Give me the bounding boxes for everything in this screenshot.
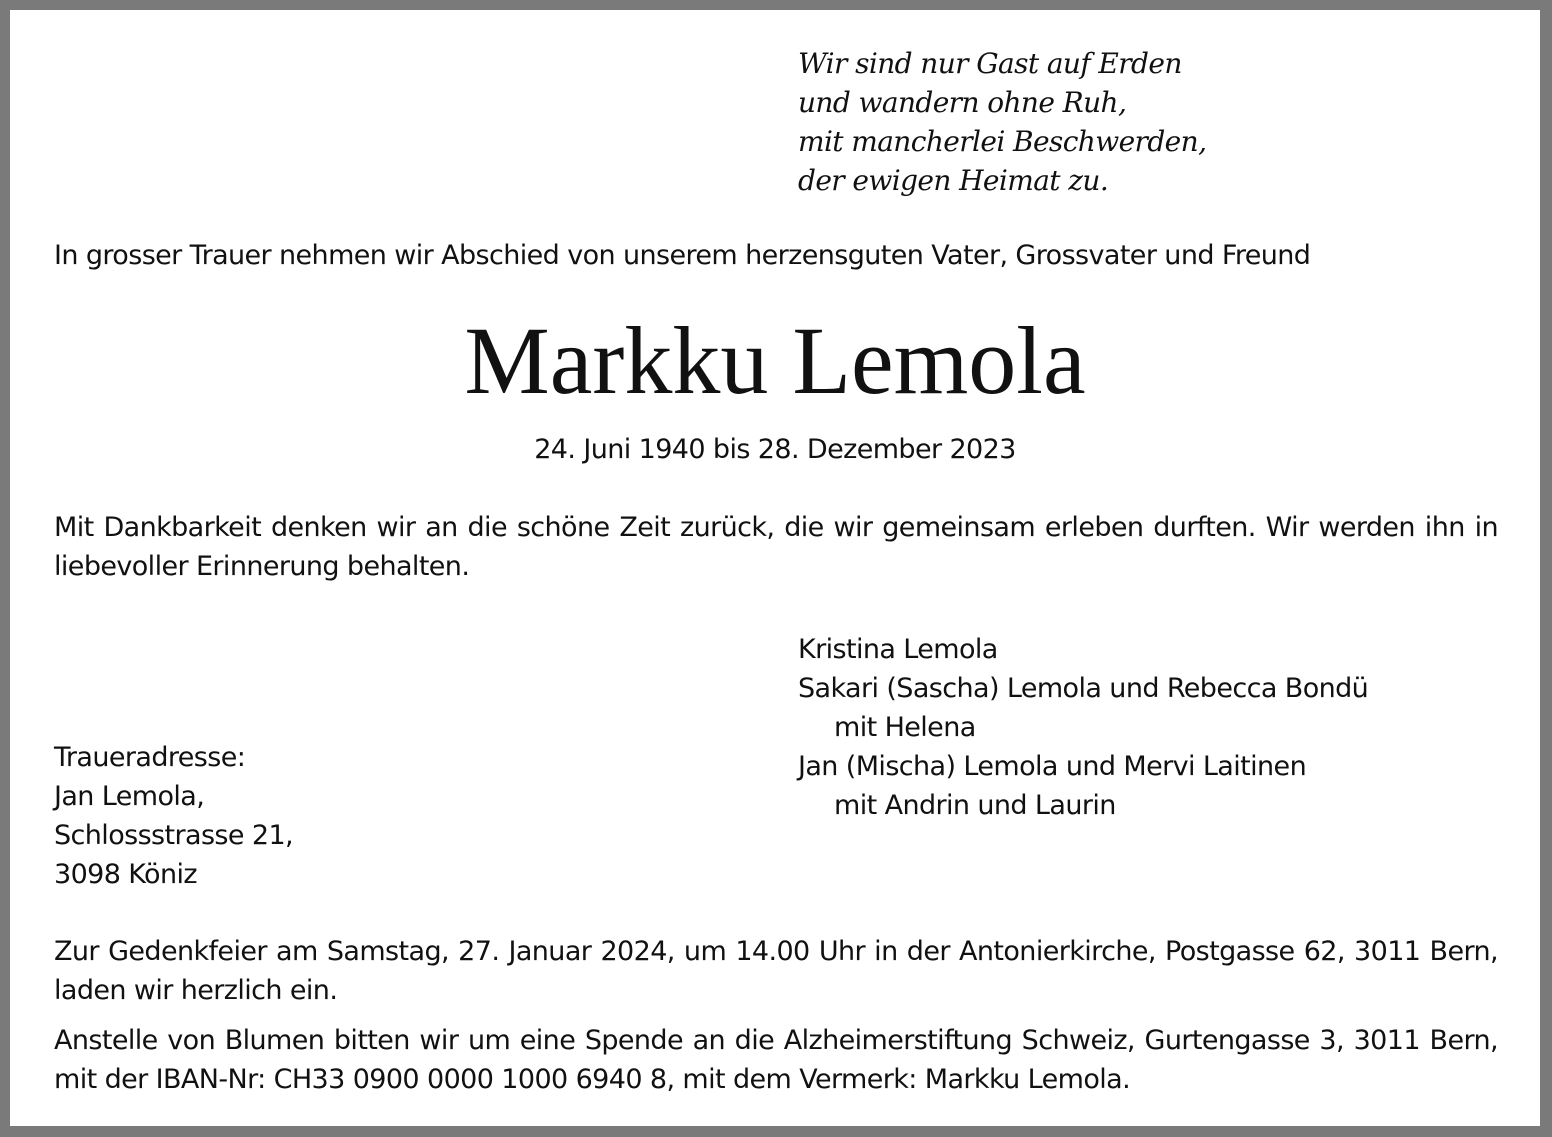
- mourning-address: [54, 738, 293, 894]
- family-member: mit Helena: [834, 712, 976, 743]
- address-line: Schlossstrasse 21,: [54, 820, 294, 851]
- poem-line: mit mancherlei Beschwerden,: [798, 125, 1207, 158]
- family-list: [798, 630, 1368, 825]
- deceased-name: Markku Lemola: [464, 307, 1086, 414]
- family-member: Jan (Mischa) Lemola und Mervi Laitinen: [798, 751, 1307, 782]
- family-member: Kristina Lemola: [798, 634, 998, 665]
- poem-line: der ewigen Heimat zu.: [798, 164, 1109, 197]
- family-member: mit Andrin und Laurin: [834, 790, 1116, 821]
- donation-paragraph: Anstelle von Blumen bitten wir um eine Spende an die Alzheimerstiftung Schweiz, Gurtengasse 3, 3011 Bern, mit der IBAN-Nr: CH33 0900 0000 1000 6940 8, mit dem Vermerk: Markku Lemola.: [54, 1025, 1498, 1095]
- life-dates: 24. Juni 1940 bis 28. Dezember 2023: [534, 434, 1016, 465]
- address-line: 3098 Köniz: [54, 859, 197, 890]
- family-member: Sakari (Sascha) Lemola und Rebecca Bondü: [798, 673, 1369, 704]
- thanks-paragraph: Mit Dankbarkeit denken wir an die schöne Zeit zurück, die wir gemeinsam erleben durften. Wir werden ihn in liebevoller Erinnerung behalten.: [54, 512, 1498, 582]
- poem: [798, 44, 1206, 200]
- address-line: Jan Lemola,: [54, 781, 205, 812]
- poem-line: Wir sind nur Gast auf Erden: [798, 47, 1182, 80]
- obituary-page: [10, 10, 1540, 1126]
- intro-text: In grosser Trauer nehmen wir Abschied von unserem herzensguten Vater, Grossvater und Freund: [54, 240, 1311, 271]
- poem-line: und wandern ohne Ruh,: [798, 86, 1127, 119]
- address-label: Traueradresse:: [54, 742, 246, 773]
- ceremony-paragraph: Zur Gedenkfeier am Samstag, 27. Januar 2024, um 14.00 Uhr in der Antonierkirche, Postgasse 62, 3011 Bern, laden wir herzlich ein.: [54, 936, 1498, 1006]
